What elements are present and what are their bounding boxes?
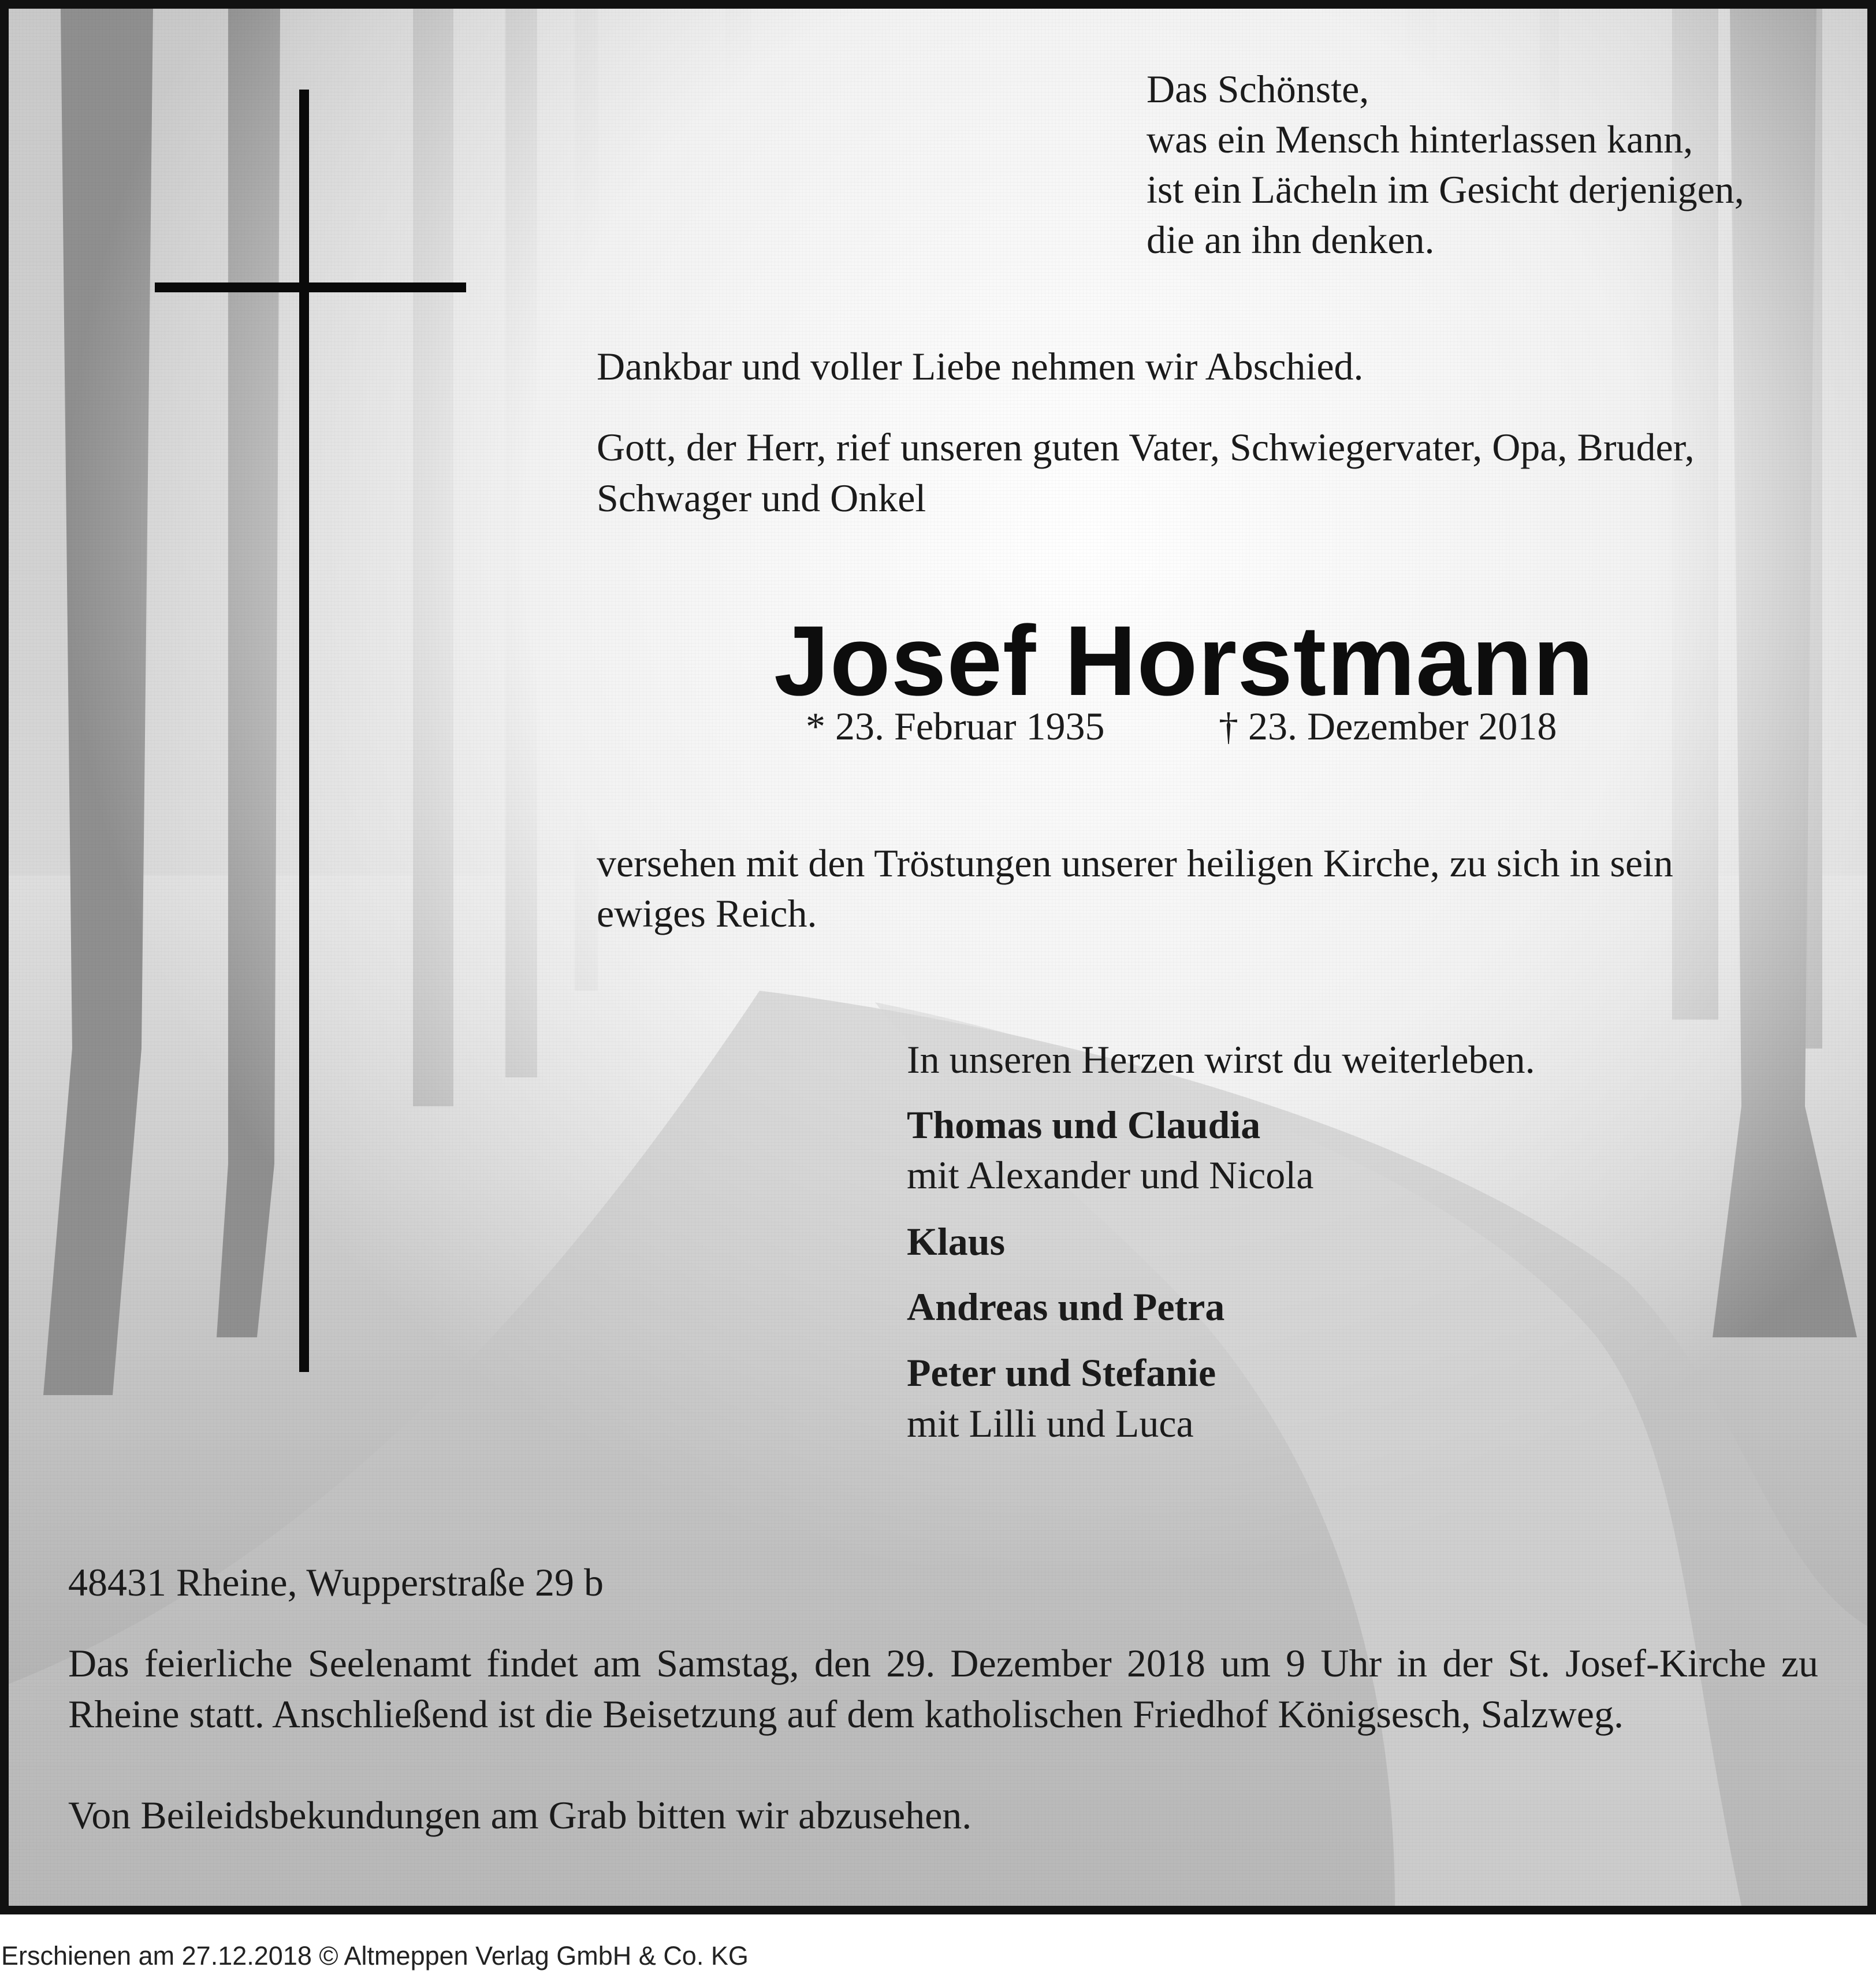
quote-line-4: die an ihn denken. bbox=[1147, 218, 1435, 262]
cross-icon-vertical bbox=[299, 90, 309, 1372]
death-date: † 23. Dezember 2018 bbox=[1219, 704, 1557, 748]
deceased-name: Josef Horstmann bbox=[774, 605, 1594, 716]
closing-line-1: versehen mit den Tröstungen unserer heiligen Kirche, zu sich in sein bbox=[597, 841, 1673, 885]
closing-line-2: ewiges Reich. bbox=[597, 891, 817, 935]
birth-date: * 23. Februar 1935 bbox=[806, 704, 1105, 748]
family-name-2: Klaus bbox=[907, 1219, 1006, 1263]
quote-line-1: Das Schönste, bbox=[1147, 67, 1369, 111]
forest-background bbox=[9, 9, 1867, 1906]
condolence-note: Von Beileidsbekundungen am Grab bitten wir abzusehen. bbox=[68, 1793, 972, 1837]
family-name-1: Thomas und Claudia bbox=[907, 1103, 1261, 1147]
address: 48431 Rheine, Wupperstraße 29 b bbox=[68, 1560, 604, 1604]
cross-icon-horizontal bbox=[155, 282, 466, 292]
publication-footer: Erschienen am 27.12.2018 © Altmeppen Verlag GmbH & Co. KG bbox=[1, 1941, 749, 1970]
quote-line-2: was ein Mensch hinterlassen kann, bbox=[1147, 117, 1693, 161]
family-children-1: mit Alexander und Nicola bbox=[907, 1153, 1314, 1197]
quote-line-3: ist ein Lächeln im Gesicht derjenigen, bbox=[1147, 168, 1744, 211]
family-name-4: Peter und Stefanie bbox=[907, 1351, 1216, 1395]
service-text: Das feierliche Seelenamt findet am Samstag, den 29. Dezember 2018 um 9 Uhr in der St. Josef-Kirche zu Rheine statt. Anschließend ist die Beisetzung auf dem katholischen Friedhof Königsesch, Salzweg. bbox=[68, 1641, 1818, 1736]
intro-line-1: Gott, der Herr, rief unseren guten Vater, Schwiegervater, Opa, Bruder, bbox=[597, 425, 1695, 469]
remembrance-text: In unseren Herzen wirst du weiterleben. bbox=[907, 1038, 1535, 1081]
family-name-3: Andreas und Petra bbox=[907, 1285, 1225, 1329]
intro-line-2: Schwager und Onkel bbox=[597, 476, 926, 520]
family-children-4: mit Lilli und Luca bbox=[907, 1401, 1194, 1445]
farewell-text: Dankbar und voller Liebe nehmen wir Abschied. bbox=[597, 344, 1364, 388]
